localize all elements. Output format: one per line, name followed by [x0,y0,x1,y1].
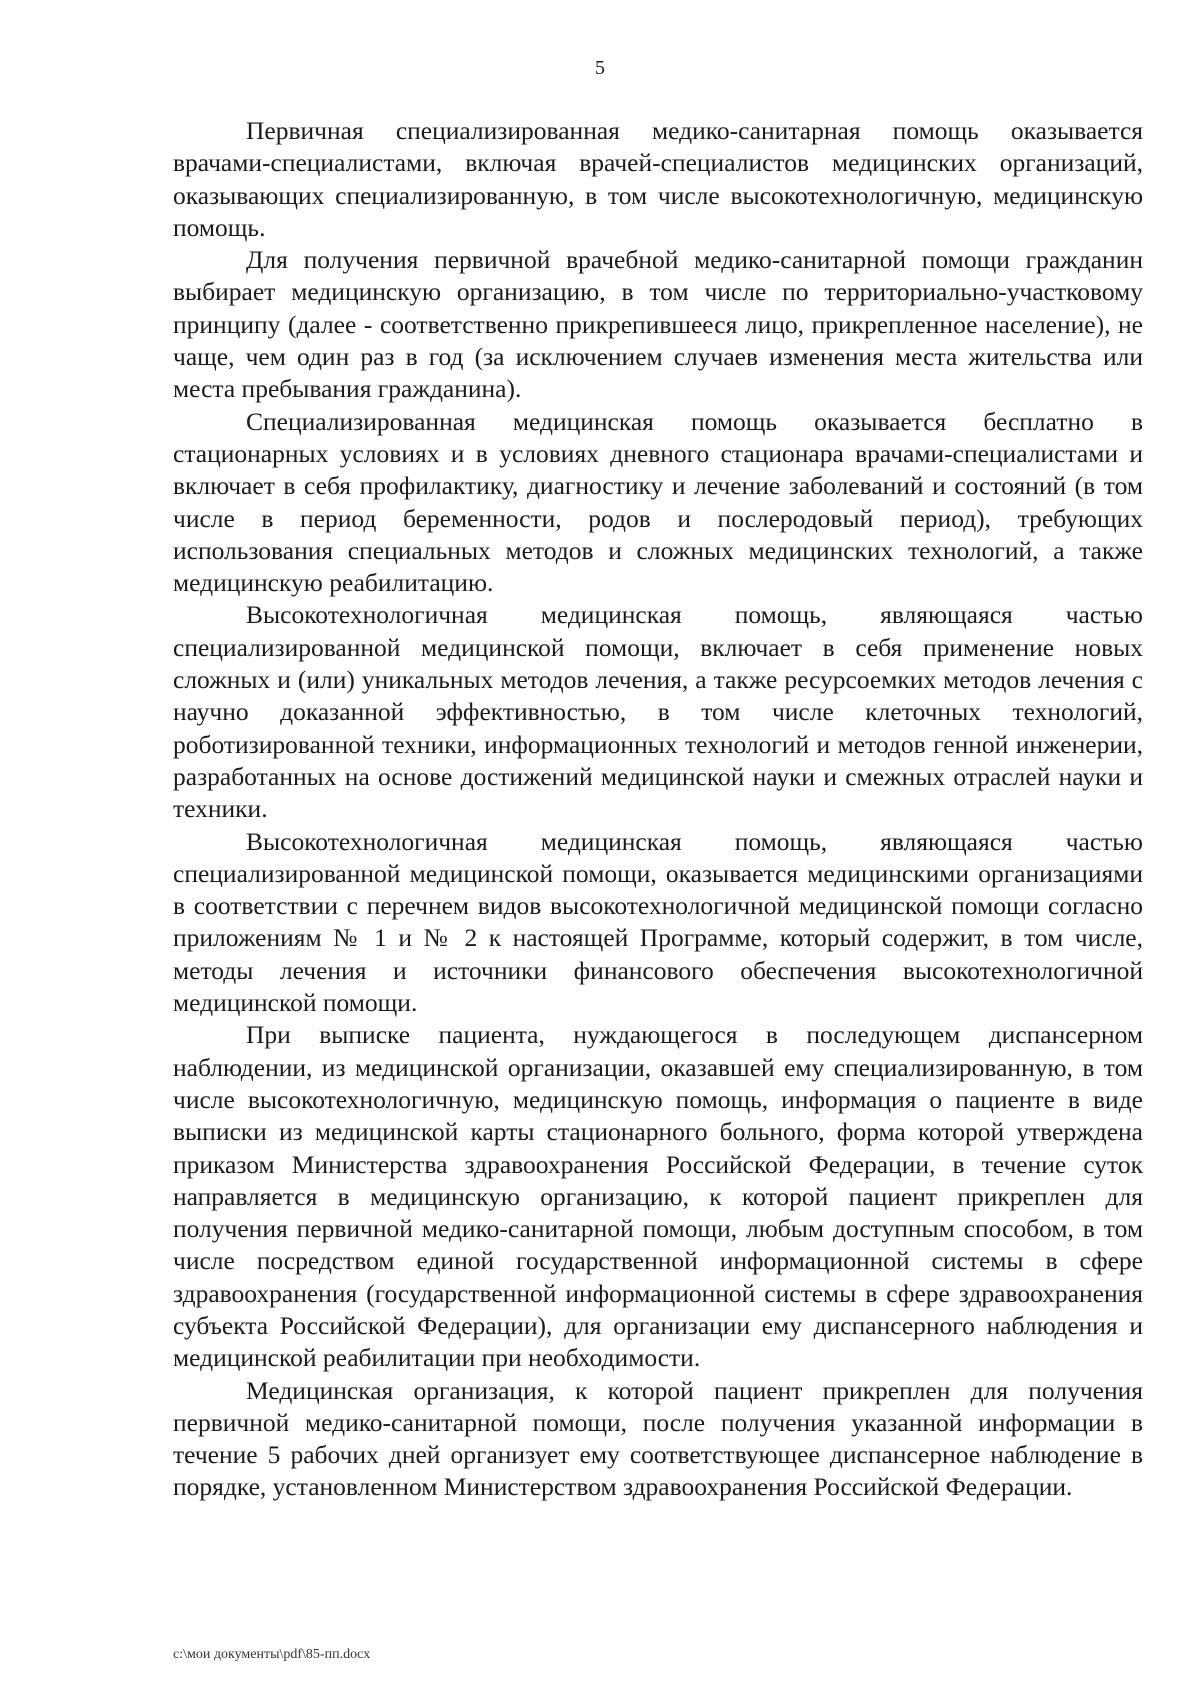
document-body [173,115,1143,1504]
paragraph-patient-discharge: При выписке пациента, нуждающегося в последующем диспансерном наблюдении, из медицинской организации, оказавшей ему специализированную, в том числе высокотехнологичную, медицинскую помощь, информация о пациенте в виде выписки из медицинской карты стационарного больного, форма которой утверждена приказом Министерства здравоохранения Российской Федерации, в течение суток направляется в медицинскую организацию, к которой пациент прикреплен для получения первичной медико-санитарной помощи, любым доступным способом, в том числе посредством единой государственной информационной системы в сфере здравоохранения (государственной информационной системы в сфере здравоохранения субъекта Российской Федерации), для организации ему диспансерного наблюдения и медицинской реабилитации при необходимости. [173,1020,1143,1373]
paragraph-specialized-care: Специализированная медицинская помощь оказывается бесплатно в стационарных условиях и в условиях дневного стационара врачами-специалистами и включает в себя профилактику, диагностику и лечение заболеваний и состояний (в том числе в период беременности, родов и послеродовый период), требующих использования специальных методов и сложных медицинских технологий, а также медицинскую реабилитацию. [173,406,1143,598]
paragraph-dispensary-observation: Медицинская организация, к которой пациент прикреплен для получения первичной медико-санитарной помощи, после получения указанной информации в течение 5 рабочих дней организует ему соответствующее диспансерное наблюдение в порядке, установленном Министерством здравоохранения Российской Федерации. [173,1375,1143,1502]
paragraph-primary-specialized-care: Первичная специализированная медико-санитарная помощь оказывается врачами-специалистами, включая врачей-специалистов медицинских организаций, оказывающих специализированную, в том числе высокотехнологичную, медицинскую помощь. [173,116,1143,242]
page-number: 5 [595,57,605,79]
paragraph-high-tech-care-definition: Высокотехнологичная медицинская помощь, являющаяся частью специализированной медицинской помощи, включает в себя применение новых сложных и (или) уникальных методов лечения, а также ресурсоемких методов лечения с научно доказанной эффективностью, в том числе клеточных технологий, роботизированной техники, информационных технологий и методов генной инженерии, разработанных на основе достижений медицинской науки и смежных отраслей науки и техники. [173,600,1143,824]
paragraph-choosing-organization: Для получения первичной врачебной медико-санитарной помощи гражданин выбирает медицинскую организацию, в том числе по территориально-участковому принципу (далее - соответственно прикрепившееся лицо, прикрепленное население), не чаще, чем один раз в год (за исключением случаев изменения места жительства или места пребывания гражданина). [173,245,1143,404]
paragraph-high-tech-care-providers: Высокотехнологичная медицинская помощь, являющаяся частью специализированной медицинской помощи, оказывается медицинскими организациями в соответствии с перечнем видов высокотехнологичной медицинской помощи согласно приложениям № 1 и № 2 к настоящей Программе, который содержит, в том числе, методы лечения и источники финансового обеспечения высокотехнологичной медицинской помощи. [173,826,1143,1018]
footer-file-path: c:\мои документы\pdf\85-пп.docx [173,1647,371,1662]
